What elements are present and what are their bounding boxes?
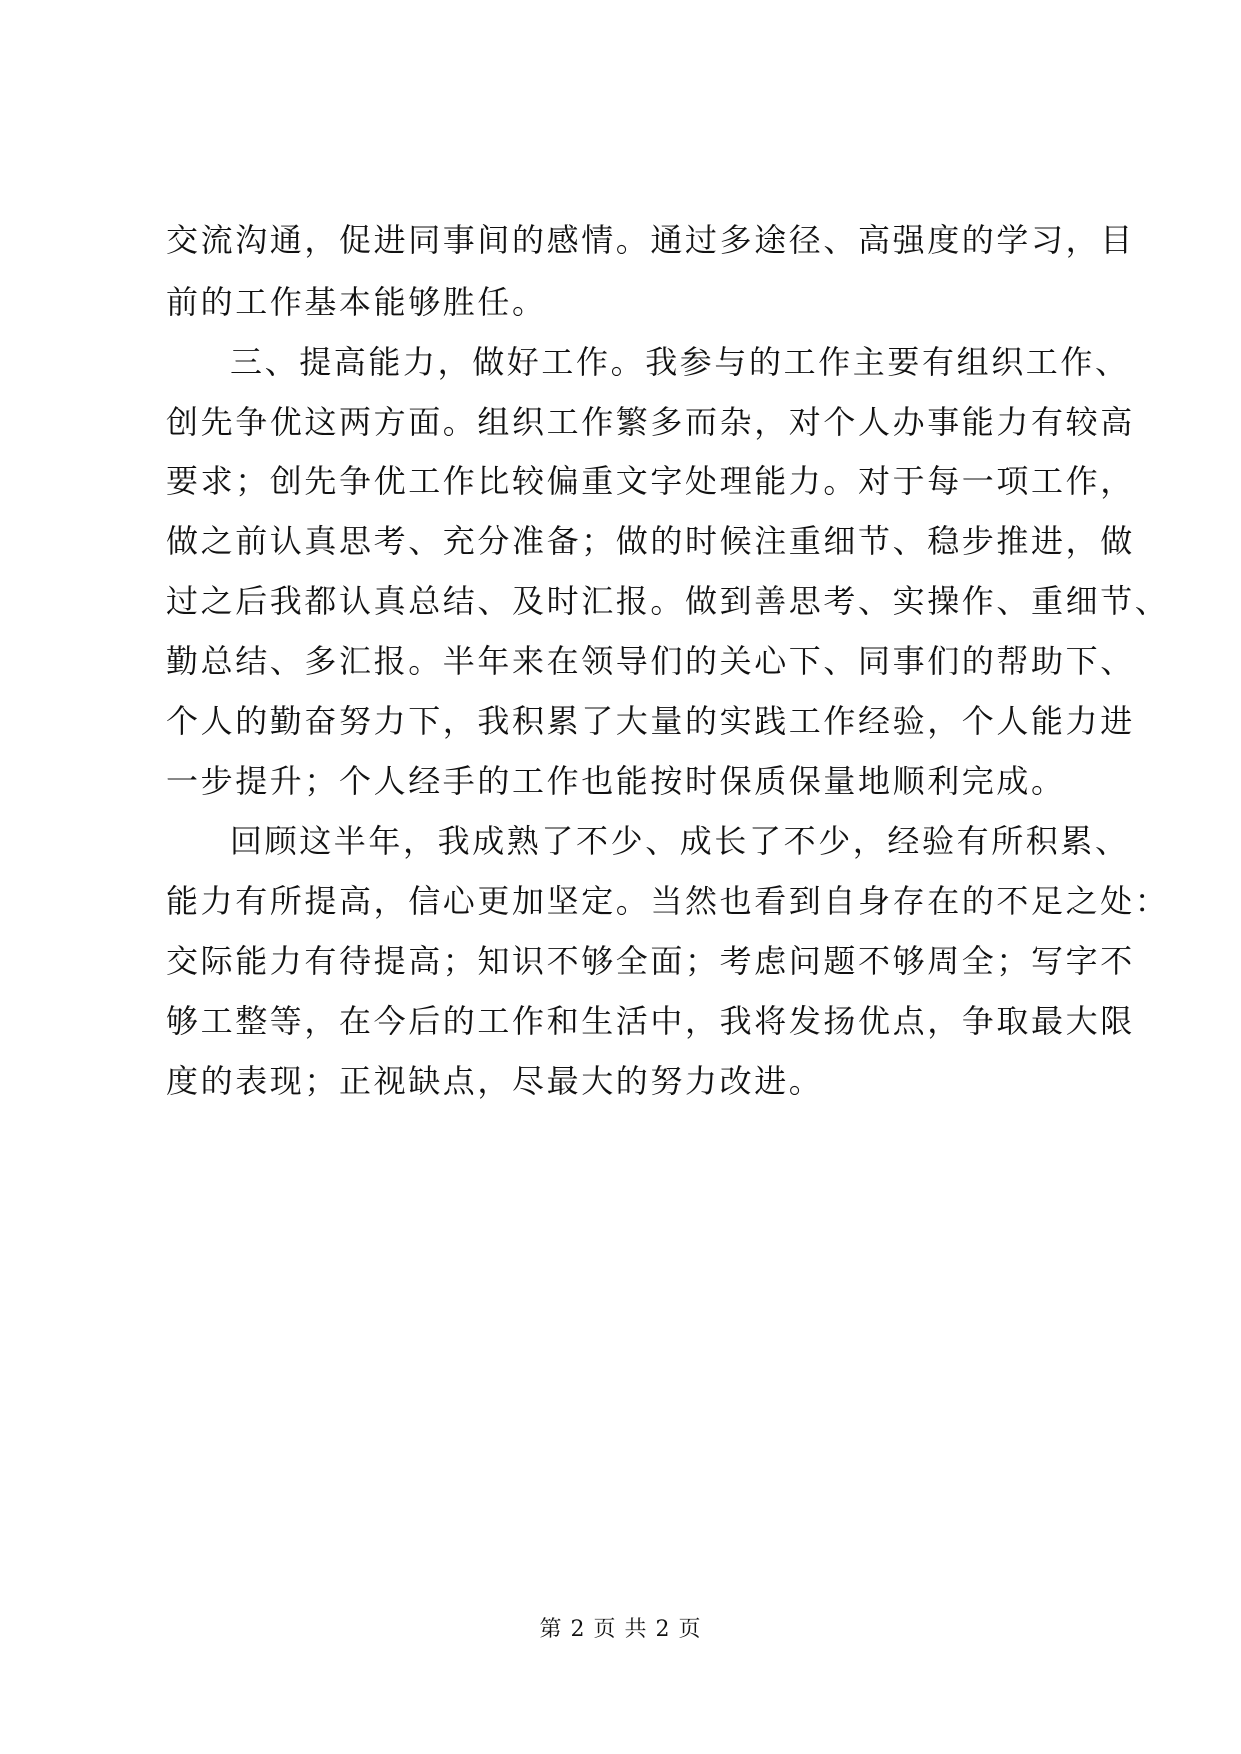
text-line: 创先争优这两方面。组织工作繁多而杂，对个人办事能力有较高	[166, 403, 1135, 441]
paragraph-start-line: 三、提高能力，做好工作。我参与的工作主要有组织工作、	[230, 343, 1130, 381]
text-line: 交际能力有待提高；知识不够全面；考虑问题不够周全；写字不	[166, 942, 1135, 980]
text-line: 做之前认真思考、充分准备；做的时候注重细节、稳步推进，做	[166, 522, 1135, 560]
text-line: 一步提升；个人经手的工作也能按时保质保量地顺利完成。	[166, 762, 1066, 800]
text-line: 过之后我都认真总结、及时汇报。做到善思考、实操作、重细节、	[166, 582, 1170, 620]
text-line: 交流沟通，促进同事间的感情。通过多途径、高强度的学习，目	[166, 221, 1135, 259]
page-number-footer: 第 2 页 共 2 页	[539, 1617, 702, 1642]
text-line: 够工整等，在今后的工作和生活中，我将发扬优点，争取最大限	[166, 1002, 1135, 1040]
text-line: 个人的勤奋努力下，我积累了大量的实践工作经验，个人能力进	[166, 702, 1135, 740]
text-line: 前的工作基本能够胜任。	[166, 283, 547, 321]
text-line: 要求；创先争优工作比较偏重文字处理能力。对于每一项工作，	[166, 462, 1135, 500]
text-line: 度的表现；正视缺点，尽最大的努力改进。	[166, 1062, 824, 1100]
paragraph-start-line: 回顾这半年，我成熟了不少、成长了不少，经验有所积累、	[230, 822, 1130, 860]
text-line: 能力有所提高，信心更加坚定。当然也看到自身存在的不足之处：	[166, 882, 1170, 920]
text-line: 勤总结、多汇报。半年来在领导们的关心下、同事们的帮助下、	[166, 642, 1135, 680]
